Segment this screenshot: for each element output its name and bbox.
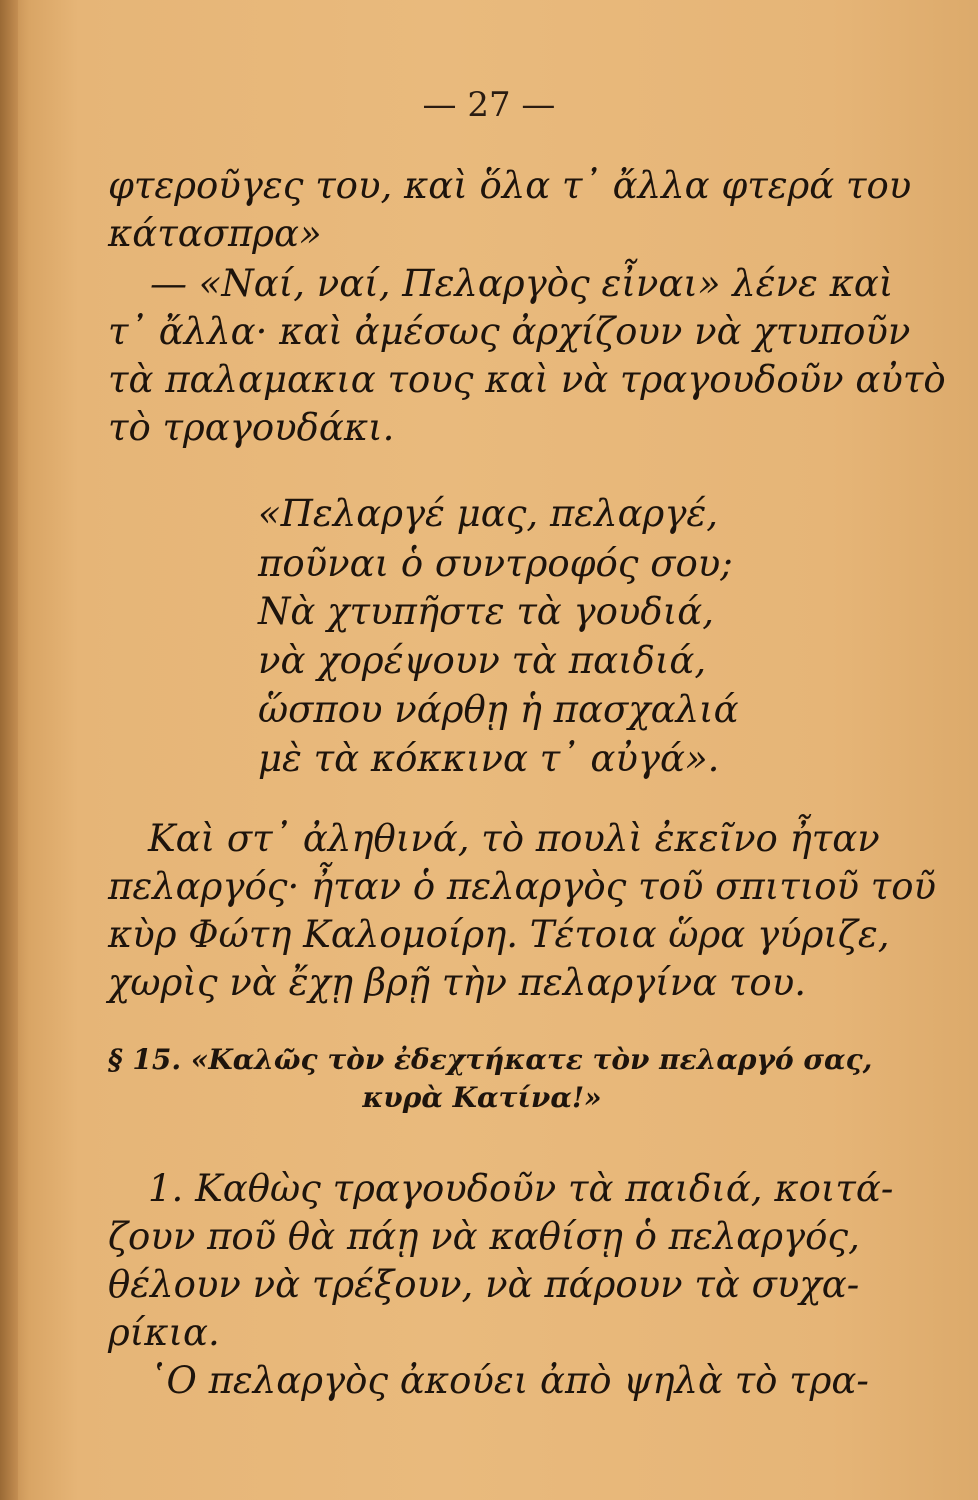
verse-line: ὥσπου νάρθῃ ἡ πασχαλιά (258, 688, 739, 731)
paragraph-line: τὰ παλαμακια τους καὶ νὰ τραγουδοῦν αὐτὸ (108, 358, 946, 401)
section-heading-continued: κυρὰ Κατίνα!» (362, 1081, 602, 1114)
paragraph-line: Καὶ στ᾿ ἀληθινά, τὸ πουλὶ ἐκεῖνο ἦταν (148, 817, 880, 860)
paragraph-line: τ᾿ ἄλλα· καὶ ἀμέσως ἀρχίζουν νὰ χτυποῦν (108, 310, 911, 353)
paragraph-line: ῾Ο πελαργὸς ἀκούει ἀπὸ ψηλὰ τὸ τρα- (148, 1359, 869, 1402)
verse-line: νὰ χορέψουν τὰ παιδιά, (258, 639, 707, 682)
paragraph-line: 1. Καθὼς τραγουδοῦν τὰ παιδιά, κοιτά- (148, 1167, 894, 1210)
verse-line: «Πελαργέ μας, πελαργέ, (258, 492, 719, 535)
verse-line: Νὰ χτυπῆστε τὰ γουδιά, (258, 590, 714, 633)
paragraph-line: ζουν ποῦ θὰ πάῃ νὰ καθίσῃ ὁ πελαργός, (108, 1215, 860, 1258)
page-edge (0, 0, 18, 1500)
paragraph-line: φτεροῦγες του, καὶ ὅλα τ᾿ ἄλλα φτερά του (108, 164, 912, 207)
page-number: — 27 — (422, 85, 556, 125)
paragraph-line: πελαργός· ἦταν ὁ πελαργὸς τοῦ σπιτιοῦ τοῦ (108, 865, 936, 908)
verse-line: μὲ τὰ κόκκινα τ᾿ αὐγά». (258, 737, 720, 780)
paragraph-line: — «Ναί, ναί, Πελαργὸς εἶναι» λένε καὶ (150, 262, 894, 305)
paragraph-line: κάτασπρα» (108, 212, 322, 255)
paragraph-line: κὺρ Φώτη Καλομοίρη. Τέτοια ὥρα γύριζε, (108, 913, 890, 956)
paragraph-line: χωρὶς νὰ ἔχῃ βρῇ τὴν πελαργίνα του. (108, 961, 806, 1004)
verse-line: ποῦναι ὁ συντροφός σου; (258, 542, 733, 585)
paragraph-line: θέλουν νὰ τρέξουν, νὰ πάρουν τὰ συχα- (108, 1263, 860, 1306)
paragraph-line: ρίκια. (108, 1311, 220, 1354)
paragraph-line: τὸ τραγουδάκι. (108, 406, 395, 449)
section-heading: § 15. «Καλῶς τὸν ἐδεχτήκατε τὸν πελαργό σας, (108, 1043, 873, 1076)
